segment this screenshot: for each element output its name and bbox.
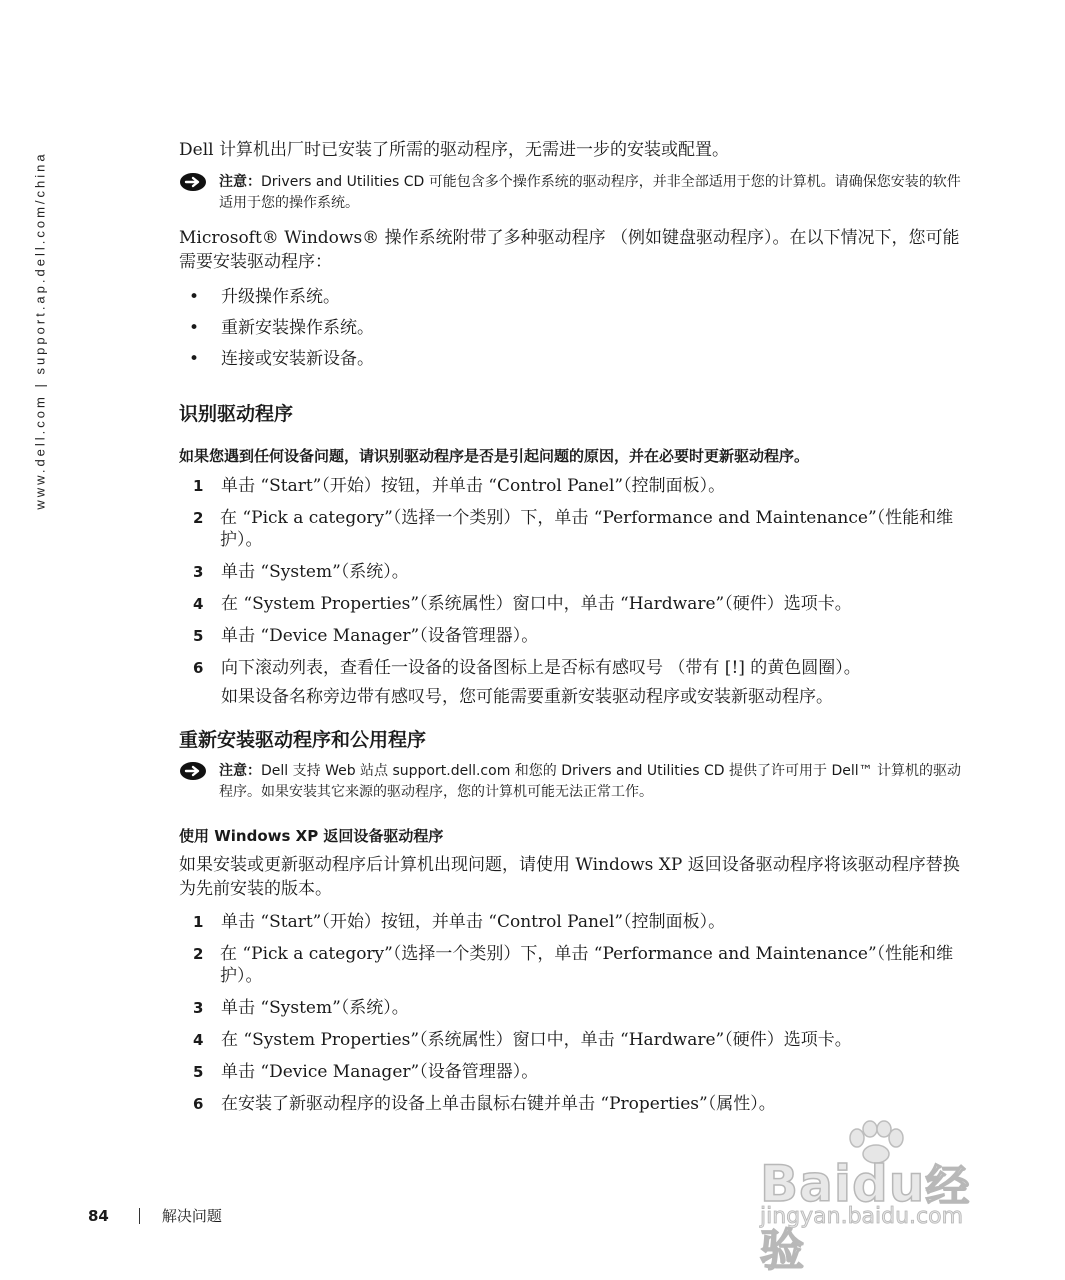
step-item: 6 向下滚动列表，查看任一设备的设备图标上是否标有感叹号 （带有 [!] 的黄色圆圈）。: [193, 658, 861, 678]
watermark-url: jingyan.baidu.com: [760, 1204, 964, 1229]
section-title-identify: 识别驱动程序: [179, 403, 294, 425]
note-text: Drivers and Utilities CD 可能包含多个操作系统的驱动程序，并非全部适用于您的计算机。请确保您安装的软件适用于您的操作系统。: [219, 174, 961, 211]
step-item: 1 单击 “Start”（开始）按钮，并单击 “Control Panel”（控制面板）。: [193, 912, 726, 932]
windows-paragraph: Microsoft® Windows® 操作系统附带了多种驱动程序 （例如键盘驱动程序）。在以下情况下，您可能需要安装驱动程序：: [179, 228, 960, 272]
list-item: • 重新安装操作系统。: [179, 313, 969, 344]
note-label: 注意：: [219, 763, 261, 779]
step-list-rollback: [179, 911, 969, 1115]
footer-divider: [139, 1208, 140, 1224]
bullet-icon: •: [189, 349, 200, 369]
intro-paragraph: Dell 计算机出厂时已安装了所需的驱动程序，无需进一步的安装或配置。: [179, 140, 729, 160]
step-item: 2 在 “Pick a category”（选择一个类别）下，单击 “Performance and Maintenance”（性能和维护）。: [193, 944, 954, 986]
step-list-identify: [179, 475, 969, 679]
rollback-paragraph: 如果安装或更新驱动程序后计算机出现问题，请使用 Windows XP 返回设备驱动程序将该驱动程序替换为先前安装的版本。: [179, 855, 960, 899]
step-item: 3 单击 “System”（系统）。: [193, 998, 409, 1018]
step-item: 5 单击 “Device Manager”（设备管理器）。: [193, 1062, 539, 1082]
note-box: [179, 761, 969, 803]
step-item: 5 单击 “Device Manager”（设备管理器）。: [193, 626, 539, 646]
step-6-extra: 如果设备名称旁边带有感叹号，您可能需要重新安装驱动程序或安装新驱动程序。: [221, 687, 833, 707]
bullet-list: [179, 282, 969, 375]
note-box: [179, 172, 969, 214]
notice-arrow-icon: [179, 172, 219, 194]
note-text: Dell 支持 Web 站点 support.dell.com 和您的 Drivers and Utilities CD 提供了许可用于 Dell™ 计算机的驱动程序。如果安装其它来源的驱动程序，您的计算机可能无法正常工作。: [219, 763, 962, 800]
bullet-icon: •: [189, 287, 200, 307]
page-content: [179, 138, 969, 1125]
baidu-watermark: [760, 1120, 1010, 1276]
section-title-reinstall: 重新安装驱动程序和公用程序: [179, 729, 427, 751]
step-item: 4 在 “System Properties”（系统属性）窗口中，单击 “Hardware”（硬件）选项卡。: [193, 1030, 852, 1050]
list-item: • 连接或安装新设备。: [179, 344, 969, 375]
watermark-brand: Baidu经验: [760, 1155, 971, 1276]
side-url: [28, 140, 52, 520]
step-item: 6 在安装了新驱动程序的设备上单击鼠标右键并单击 “Properties”（属性）。: [193, 1094, 776, 1114]
bullet-icon: •: [189, 318, 200, 338]
step-item: 2 在 “Pick a category”（选择一个类别）下，单击 “Performance and Maintenance”（性能和维护）。: [193, 508, 954, 550]
step-item: 4 在 “System Properties”（系统属性）窗口中，单击 “Hardware”（硬件）选项卡。: [193, 594, 852, 614]
note-label: 注意：: [219, 174, 261, 190]
side-url-text: www.dell.com | support.ap.dell.com/china: [32, 150, 48, 510]
section-lead: 如果您遇到任何设备问题，请识别驱动程序是否是引起问题的原因，并在必要时更新驱动程序。: [179, 447, 810, 465]
list-item: • 升级操作系统。: [179, 282, 969, 313]
page-number: 84: [88, 1206, 109, 1225]
step-item: 3 单击 “System”（系统）。: [193, 562, 409, 582]
subsection-title: 使用 Windows XP 返回设备驱动程序: [179, 827, 444, 845]
notice-arrow-icon: [179, 761, 219, 783]
step-item: 1 单击 “Start”（开始）按钮，并单击 “Control Panel”（控制面板）。: [193, 476, 726, 496]
chapter-title: 解决问题: [161, 1207, 222, 1225]
page-footer: [88, 1205, 222, 1226]
